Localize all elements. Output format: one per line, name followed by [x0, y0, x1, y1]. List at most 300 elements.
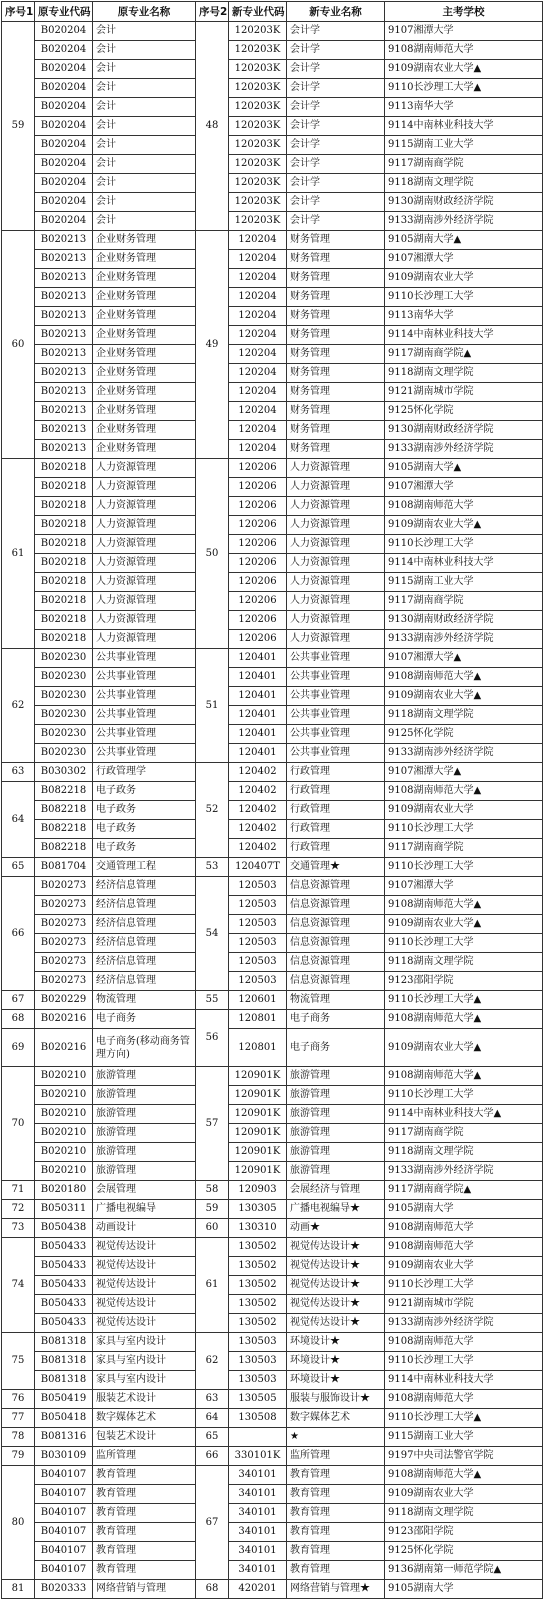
school-cell: 9114中南林业科技大学 [385, 554, 543, 573]
school-cell: 9133湖南涉外经济学院 [385, 1314, 543, 1333]
school-cell: 9133湖南涉外经济学院 [385, 1162, 543, 1181]
old-code-cell: B040107 [35, 1561, 93, 1580]
new-name-cell: 视觉传达设计★ [287, 1276, 385, 1295]
table-row [2, 459, 543, 478]
old-code-cell: B020210 [35, 1086, 93, 1105]
school-cell: 9118湖南文理学院 [385, 1504, 543, 1523]
old-name-cell: 人力资源管理 [93, 497, 196, 516]
old-name-cell: 企业财务管理 [93, 250, 196, 269]
old-code-cell: B050438 [35, 1219, 93, 1238]
table-row [2, 1029, 543, 1067]
new-name-cell: 财务管理 [287, 440, 385, 459]
new-name-cell: 行政管理 [287, 839, 385, 858]
old-name-cell: 包装艺术设计 [93, 1428, 196, 1447]
new-name-cell: 财务管理 [287, 383, 385, 402]
school-cell: 9110长沙理工大学▲ [385, 79, 543, 98]
old-code-cell: B082218 [35, 801, 93, 820]
old-name-cell: 教育管理 [93, 1542, 196, 1561]
seq2-cell: 51 [196, 649, 229, 763]
table-row [2, 554, 543, 573]
old-code-cell: B040107 [35, 1542, 93, 1561]
new-name-cell: 会计学 [287, 79, 385, 98]
table-row [2, 934, 543, 953]
old-code-cell: B020218 [35, 459, 93, 478]
table-row [2, 193, 543, 212]
old-name-cell: 公共事业管理 [93, 649, 196, 668]
old-code-cell: B040107 [35, 1504, 93, 1523]
table-row [2, 1257, 543, 1276]
new-name-cell: ★ [287, 1428, 385, 1447]
table-row [2, 440, 543, 459]
old-name-cell: 教育管理 [93, 1561, 196, 1580]
table-row [2, 1010, 543, 1029]
school-cell: 9136湖南第一师范学院▲ [385, 1561, 543, 1580]
old-name-cell: 人力资源管理 [93, 516, 196, 535]
old-code-cell: B020230 [35, 725, 93, 744]
new-code-cell: 120901K [229, 1124, 287, 1143]
old-name-cell: 网络营销与管理 [93, 1580, 196, 1599]
new-name-cell: 行政管理 [287, 801, 385, 820]
old-name-cell: 企业财务管理 [93, 345, 196, 364]
new-code-cell: 120503 [229, 877, 287, 896]
old-name-cell: 会展管理 [93, 1181, 196, 1200]
new-code-cell: 130502 [229, 1314, 287, 1333]
new-code-cell: 120204 [229, 421, 287, 440]
seq1-cell: 67 [2, 991, 35, 1010]
school-cell: 9110长沙理工大学▲ [385, 991, 543, 1010]
header-seq2: 序号2 [196, 2, 229, 22]
seq1-cell: 79 [2, 1447, 35, 1466]
school-cell: 9108湖南师范大学▲ [385, 896, 543, 915]
new-name-cell: 人力资源管理 [287, 478, 385, 497]
table-row [2, 1580, 543, 1599]
seq2-cell: 49 [196, 231, 229, 459]
seq1-cell: 66 [2, 877, 35, 991]
new-code-cell: 120203K [229, 136, 287, 155]
new-name-cell: 行政管理 [287, 820, 385, 839]
new-name-cell: 教育管理 [287, 1542, 385, 1561]
new-code-cell: 130502 [229, 1257, 287, 1276]
table-row [2, 1485, 543, 1504]
table-row [2, 1561, 543, 1580]
old-code-cell: B020210 [35, 1124, 93, 1143]
table-row [2, 421, 543, 440]
new-code-cell: 120401 [229, 725, 287, 744]
new-code-cell: 120503 [229, 953, 287, 972]
seq1-cell: 80 [2, 1466, 35, 1580]
old-name-cell: 人力资源管理 [93, 459, 196, 478]
new-name-cell: 环境设计★ [287, 1352, 385, 1371]
table-row [2, 1219, 543, 1238]
school-cell: 9115湖南工业大学 [385, 136, 543, 155]
old-code-cell: B040107 [35, 1523, 93, 1542]
new-name-cell: 信息资源管理 [287, 915, 385, 934]
new-name-cell: 物流管理 [287, 991, 385, 1010]
old-code-cell: B050433 [35, 1295, 93, 1314]
new-name-cell: 会展经济与管理 [287, 1181, 385, 1200]
old-name-cell: 会计 [93, 98, 196, 117]
old-name-cell: 公共事业管理 [93, 668, 196, 687]
old-code-cell: B020213 [35, 345, 93, 364]
table-row [2, 307, 543, 326]
new-name-cell: 财务管理 [287, 231, 385, 250]
old-code-cell: B050418 [35, 1409, 93, 1428]
table-row [2, 79, 543, 98]
old-name-cell: 经济信息管理 [93, 915, 196, 934]
new-name-cell: 财务管理 [287, 250, 385, 269]
old-code-cell: B020273 [35, 934, 93, 953]
table-row [2, 877, 543, 896]
header-old-name: 原专业名称 [93, 2, 196, 22]
old-code-cell: B020273 [35, 915, 93, 934]
new-name-cell: 人力资源管理 [287, 592, 385, 611]
new-name-cell: 会计学 [287, 155, 385, 174]
school-cell: 9109湖南农业大学 [385, 269, 543, 288]
table-row [2, 820, 543, 839]
old-code-cell: B082218 [35, 820, 93, 839]
new-name-cell: 教育管理 [287, 1523, 385, 1542]
table-row [2, 212, 543, 231]
new-code-cell: 120206 [229, 573, 287, 592]
table-body [2, 22, 543, 1599]
table-row [2, 155, 543, 174]
school-cell: 9108湖南师范大学 [385, 1390, 543, 1409]
school-cell: 9110长沙理工大学 [385, 535, 543, 554]
school-cell: 9109湖南农业大学▲ [385, 915, 543, 934]
school-cell: 9105湖南大学 [385, 1580, 543, 1599]
seq1-cell: 70 [2, 1067, 35, 1181]
new-code-cell [229, 1428, 287, 1447]
seq2-cell: 59 [196, 1200, 229, 1219]
old-code-cell: B020230 [35, 687, 93, 706]
old-name-cell: 旅游管理 [93, 1086, 196, 1105]
new-name-cell: 动画★ [287, 1219, 385, 1238]
new-name-cell: 交通管理★ [287, 858, 385, 877]
school-cell: 9125怀化学院 [385, 1542, 543, 1561]
new-code-cell: 120204 [229, 288, 287, 307]
old-name-cell: 人力资源管理 [93, 592, 196, 611]
table-row [2, 174, 543, 193]
new-code-cell: 120206 [229, 478, 287, 497]
old-name-cell: 电子政务 [93, 839, 196, 858]
new-code-cell: 120402 [229, 763, 287, 782]
school-cell: 9110长沙理工大学 [385, 1086, 543, 1105]
new-code-cell: 120402 [229, 801, 287, 820]
table-row [2, 1428, 543, 1447]
new-name-cell: 会计学 [287, 98, 385, 117]
old-code-cell: B020210 [35, 1162, 93, 1181]
new-name-cell: 行政管理 [287, 763, 385, 782]
old-name-cell: 会计 [93, 193, 196, 212]
school-cell: 9107湘潭大学▲ [385, 649, 543, 668]
new-name-cell: 教育管理 [287, 1466, 385, 1485]
old-name-cell: 服装艺术设计 [93, 1390, 196, 1409]
new-code-cell: 340101 [229, 1485, 287, 1504]
old-code-cell: B020204 [35, 193, 93, 212]
table-row [2, 1238, 543, 1257]
new-code-cell: 120206 [229, 535, 287, 554]
old-code-cell: B082218 [35, 839, 93, 858]
new-code-cell: 120206 [229, 554, 287, 573]
old-code-cell: B020213 [35, 364, 93, 383]
old-code-cell: B082218 [35, 782, 93, 801]
school-cell: 9118湖南文理学院 [385, 1143, 543, 1162]
new-name-cell: 人力资源管理 [287, 611, 385, 630]
new-code-cell: 120204 [229, 402, 287, 421]
old-name-cell: 教育管理 [93, 1523, 196, 1542]
new-code-cell: 130503 [229, 1371, 287, 1390]
seq1-cell: 63 [2, 763, 35, 782]
old-name-cell: 经济信息管理 [93, 877, 196, 896]
new-name-cell: 人力资源管理 [287, 573, 385, 592]
new-code-cell: 340101 [229, 1523, 287, 1542]
school-cell: 9117湖南商学院 [385, 1124, 543, 1143]
old-code-cell: B040107 [35, 1485, 93, 1504]
new-code-cell: 130310 [229, 1219, 287, 1238]
new-code-cell: 120204 [229, 269, 287, 288]
new-code-cell: 120901K [229, 1105, 287, 1124]
new-name-cell: 视觉传达设计★ [287, 1238, 385, 1257]
new-name-cell: 人力资源管理 [287, 554, 385, 573]
old-name-cell: 旅游管理 [93, 1143, 196, 1162]
old-name-cell: 人力资源管理 [93, 478, 196, 497]
new-name-cell: 广播电视编导★ [287, 1200, 385, 1219]
old-name-cell: 会计 [93, 174, 196, 193]
seq1-cell: 62 [2, 649, 35, 763]
new-name-cell: 网络营销与管理★ [287, 1580, 385, 1599]
old-name-cell: 视觉传达设计 [93, 1238, 196, 1257]
seq1-cell: 81 [2, 1580, 35, 1599]
old-code-cell: B081318 [35, 1333, 93, 1352]
old-name-cell: 广播电视编导 [93, 1200, 196, 1219]
old-code-cell: B030302 [35, 763, 93, 782]
new-name-cell: 财务管理 [287, 421, 385, 440]
school-cell: 9110长沙理工大学▲ [385, 1409, 543, 1428]
old-code-cell: B050419 [35, 1390, 93, 1409]
table-row [2, 725, 543, 744]
new-code-cell: 120203K [229, 79, 287, 98]
new-name-cell: 公共事业管理 [287, 744, 385, 763]
old-code-cell: B020218 [35, 630, 93, 649]
old-code-cell: B050433 [35, 1257, 93, 1276]
old-name-cell: 电子政务 [93, 801, 196, 820]
new-name-cell: 旅游管理 [287, 1124, 385, 1143]
old-code-cell: B020218 [35, 497, 93, 516]
school-cell: 9130湖南财政经济学院 [385, 421, 543, 440]
old-code-cell: B020213 [35, 269, 93, 288]
new-code-cell: 120402 [229, 839, 287, 858]
new-code-cell: 130502 [229, 1295, 287, 1314]
school-cell: 9108湖南师范大学▲ [385, 782, 543, 801]
table-row [2, 231, 543, 250]
old-code-cell: B020213 [35, 231, 93, 250]
new-name-cell: 教育管理 [287, 1561, 385, 1580]
school-cell: 9108湖南师范大学▲ [385, 668, 543, 687]
old-name-cell: 会计 [93, 155, 196, 174]
school-cell: 9107湘潭大学 [385, 22, 543, 41]
new-code-cell: 130502 [229, 1238, 287, 1257]
school-cell: 9123邵阳学院 [385, 972, 543, 991]
school-cell: 9109湖南农业大学▲ [385, 516, 543, 535]
new-name-cell: 会计学 [287, 60, 385, 79]
new-code-cell: 120203K [229, 60, 287, 79]
table-row [2, 1181, 543, 1200]
old-code-cell: B020213 [35, 326, 93, 345]
new-name-cell: 旅游管理 [287, 1105, 385, 1124]
new-code-cell: 120503 [229, 896, 287, 915]
old-code-cell: B081318 [35, 1352, 93, 1371]
seq2-cell: 62 [196, 1333, 229, 1390]
new-name-cell: 人力资源管理 [287, 516, 385, 535]
old-name-cell: 家具与室内设计 [93, 1352, 196, 1371]
new-code-cell: 120204 [229, 250, 287, 269]
seq2-cell: 57 [196, 1067, 229, 1181]
new-name-cell: 信息资源管理 [287, 896, 385, 915]
school-cell: 9105湖南大学▲ [385, 231, 543, 250]
old-code-cell: B020204 [35, 22, 93, 41]
new-name-cell: 电子商务 [287, 1029, 385, 1067]
new-code-cell: 120401 [229, 649, 287, 668]
table-row [2, 478, 543, 497]
new-code-cell: 120203K [229, 212, 287, 231]
seq2-cell: 55 [196, 991, 229, 1010]
old-code-cell: B020218 [35, 573, 93, 592]
header-new-code: 新专业代码 [229, 2, 287, 22]
school-cell: 9109湖南农业大学▲ [385, 60, 543, 79]
new-name-cell: 环境设计★ [287, 1333, 385, 1352]
new-code-cell: 120206 [229, 611, 287, 630]
new-code-cell: 120503 [229, 915, 287, 934]
new-name-cell: 财务管理 [287, 269, 385, 288]
new-code-cell: 120903 [229, 1181, 287, 1200]
table-row [2, 98, 543, 117]
table-row [2, 1276, 543, 1295]
new-code-cell: 130305 [229, 1200, 287, 1219]
old-code-cell: B020180 [35, 1181, 93, 1200]
header-school: 主考学校 [385, 2, 543, 22]
school-cell: 9108湖南师范大学 [385, 1333, 543, 1352]
table-row [2, 649, 543, 668]
old-name-cell: 视觉传达设计 [93, 1314, 196, 1333]
old-code-cell: B020204 [35, 212, 93, 231]
seq2-cell: 63 [196, 1390, 229, 1409]
new-code-cell: 120204 [229, 231, 287, 250]
old-code-cell: B020204 [35, 79, 93, 98]
new-name-cell: 财务管理 [287, 402, 385, 421]
old-name-cell: 视觉传达设计 [93, 1257, 196, 1276]
school-cell: 9117湖南商学院▲ [385, 345, 543, 364]
old-name-cell: 经济信息管理 [93, 953, 196, 972]
table-row [2, 1067, 543, 1086]
table-row [2, 1105, 543, 1124]
seq1-cell: 69 [2, 1029, 35, 1067]
new-code-cell: 120601 [229, 991, 287, 1010]
seq2-cell: 66 [196, 1447, 229, 1466]
old-name-cell: 公共事业管理 [93, 687, 196, 706]
school-cell: 9117湖南商学院 [385, 839, 543, 858]
old-code-cell: B020216 [35, 1029, 93, 1067]
new-code-cell: 330101K [229, 1447, 287, 1466]
new-code-cell: 120204 [229, 307, 287, 326]
old-code-cell: B020273 [35, 896, 93, 915]
old-name-cell: 公共事业管理 [93, 744, 196, 763]
old-name-cell: 企业财务管理 [93, 364, 196, 383]
old-name-cell: 家具与室内设计 [93, 1371, 196, 1390]
header-seq1: 序号1 [2, 2, 35, 22]
seq1-cell: 72 [2, 1200, 35, 1219]
seq2-cell: 56 [196, 1010, 229, 1067]
table-row [2, 326, 543, 345]
old-code-cell: B020204 [35, 117, 93, 136]
table-row [2, 497, 543, 516]
new-code-cell: 120401 [229, 744, 287, 763]
old-name-cell: 企业财务管理 [93, 288, 196, 307]
old-name-cell: 公共事业管理 [93, 725, 196, 744]
old-name-cell: 经济信息管理 [93, 896, 196, 915]
old-name-cell: 会计 [93, 117, 196, 136]
old-name-cell: 旅游管理 [93, 1105, 196, 1124]
seq1-cell: 65 [2, 858, 35, 877]
school-cell: 9117湖南商学院 [385, 592, 543, 611]
old-code-cell: B020230 [35, 744, 93, 763]
table-row [2, 706, 543, 725]
old-name-cell: 交通管理工程 [93, 858, 196, 877]
new-name-cell: 会计学 [287, 212, 385, 231]
seq2-cell: 68 [196, 1580, 229, 1599]
school-cell: 9109湖南农业大学 [385, 801, 543, 820]
new-name-cell: 旅游管理 [287, 1086, 385, 1105]
old-name-cell: 企业财务管理 [93, 440, 196, 459]
school-cell: 9109湖南农业大学▲ [385, 1029, 543, 1067]
old-name-cell: 电子政务 [93, 782, 196, 801]
old-name-cell: 电子政务 [93, 820, 196, 839]
old-name-cell: 经济信息管理 [93, 934, 196, 953]
new-code-cell: 120203K [229, 193, 287, 212]
table-row [2, 991, 543, 1010]
new-code-cell: 120203K [229, 22, 287, 41]
new-code-cell: 120203K [229, 98, 287, 117]
table-row [2, 744, 543, 763]
school-cell: 9114中南林业科技大学 [385, 117, 543, 136]
school-cell: 9110长沙理工大学 [385, 1352, 543, 1371]
old-name-cell: 会计 [93, 22, 196, 41]
new-name-cell: 会计学 [287, 22, 385, 41]
new-code-cell: 120901K [229, 1086, 287, 1105]
seq1-cell: 64 [2, 782, 35, 858]
table-row [2, 1143, 543, 1162]
seq1-cell: 61 [2, 459, 35, 649]
new-code-cell: 120401 [229, 706, 287, 725]
new-name-cell: 人力资源管理 [287, 459, 385, 478]
seq2-cell: 50 [196, 459, 229, 649]
old-name-cell: 旅游管理 [93, 1067, 196, 1086]
seq2-cell: 65 [196, 1428, 229, 1447]
old-code-cell: B020213 [35, 250, 93, 269]
old-code-cell: B050311 [35, 1200, 93, 1219]
old-code-cell: B020230 [35, 649, 93, 668]
new-code-cell: 120204 [229, 383, 287, 402]
new-code-cell: 120402 [229, 820, 287, 839]
table-row [2, 687, 543, 706]
school-cell: 9115湖南工业大学 [385, 1428, 543, 1447]
table-row [2, 383, 543, 402]
new-name-cell: 会计学 [287, 193, 385, 212]
old-name-cell: 行政管理学 [93, 763, 196, 782]
school-cell: 9133湖南涉外经济学院 [385, 744, 543, 763]
school-cell: 9109湖南农业大学 [385, 1485, 543, 1504]
old-code-cell: B020230 [35, 706, 93, 725]
old-name-cell: 教育管理 [93, 1466, 196, 1485]
